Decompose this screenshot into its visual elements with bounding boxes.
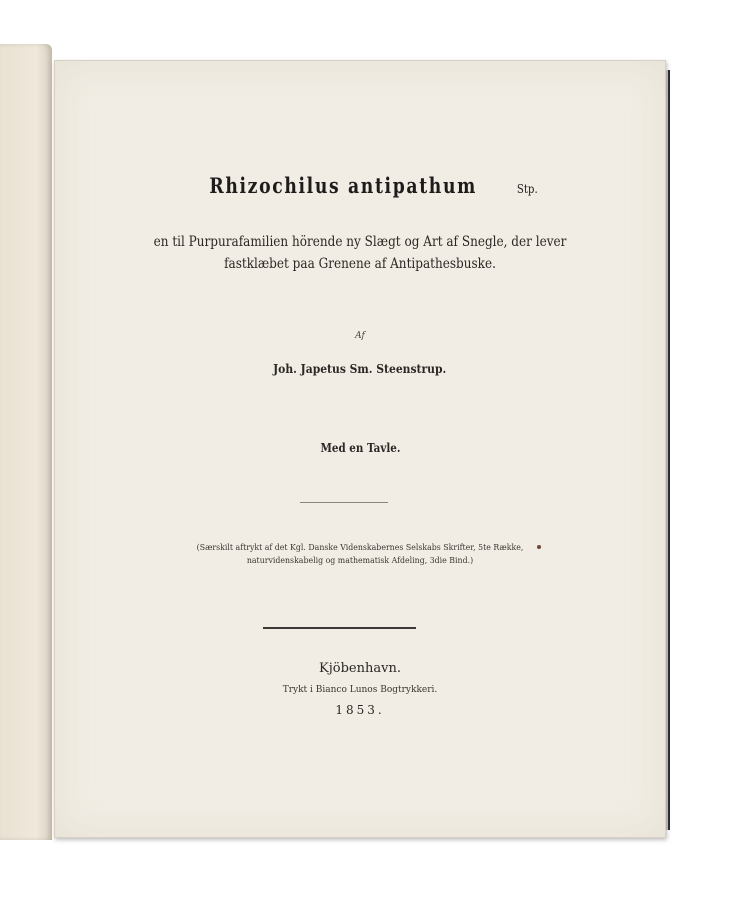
place-of-publication: Kjöbenhavn.	[319, 661, 401, 676]
plate-note-text: Med en Tavle.	[320, 441, 400, 455]
title-author-abbrev: Stp.	[517, 182, 539, 196]
facing-page-edge	[0, 44, 52, 840]
subtitle-line: fastklæbet paa Grenene af Antipathesbuske.	[224, 256, 496, 272]
offprint-note-line: (Særskilt aftrykt af det Kgl. Danske Videnskabernes Selskabs Skrifter, 5te Række,	[196, 543, 524, 553]
divider-short	[300, 502, 388, 503]
by-label: Af	[355, 331, 365, 341]
author-name	[55, 361, 665, 376]
printer-line: Trykt i Bianco Lunos Bogtrykkeri.	[282, 685, 438, 695]
offprint-note-line: naturvidenskabelig og mathematisk Afdeling, 3die Bind.)	[246, 556, 474, 566]
subtitle	[115, 231, 605, 275]
page-title	[55, 173, 665, 198]
divider-long	[263, 627, 416, 629]
subtitle-line: en til Purpurafamilien hörende ny Slægt og Art af Snegle, der lever	[153, 234, 567, 250]
plate-note	[55, 441, 665, 455]
author-text: Joh. Japetus Sm. Steenstrup.	[273, 361, 447, 376]
title-page	[54, 60, 666, 838]
offprint-note	[145, 542, 575, 568]
title-main: Rhizochilus antipathum	[209, 173, 477, 198]
publication-year: 1853.	[335, 703, 385, 717]
foxing-spot	[537, 545, 541, 549]
